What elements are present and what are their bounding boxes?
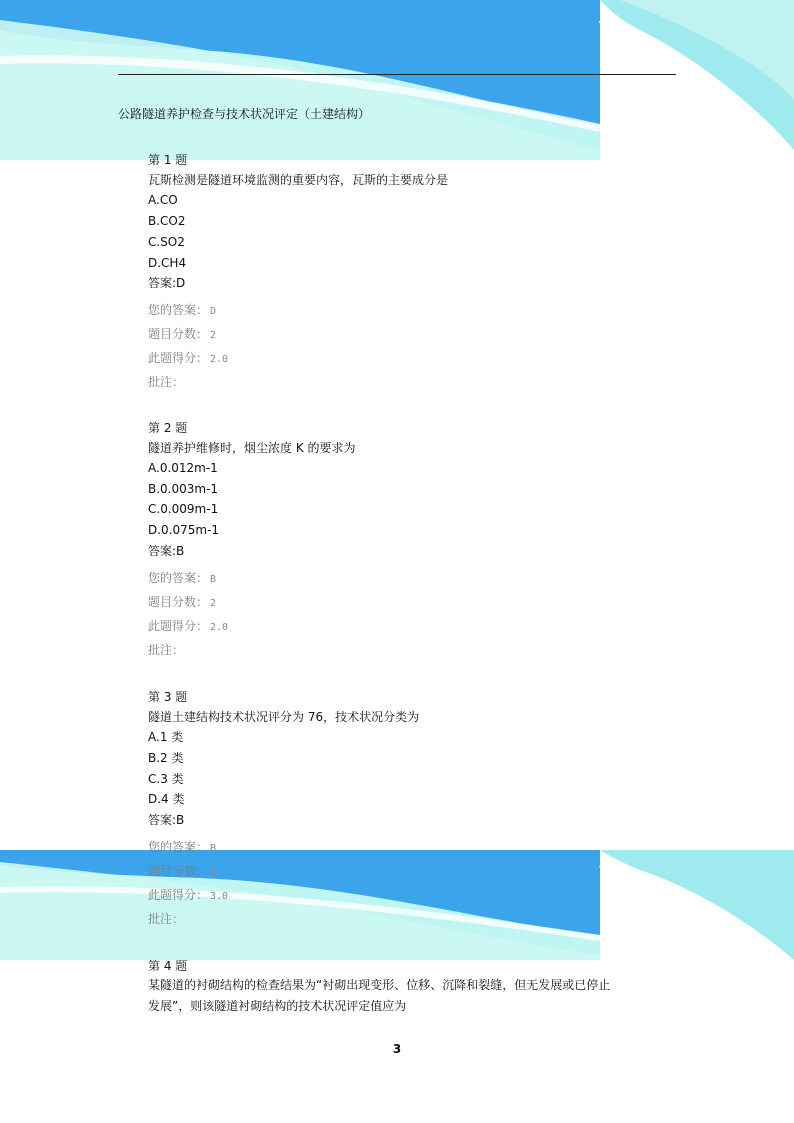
option-b: B.CO2 [148, 214, 186, 228]
option-d: D.0.075m-1 [148, 523, 220, 537]
option-a: A.1 类 [148, 730, 184, 744]
score-total-value: 2 [210, 598, 217, 609]
score-total-value: 2 [210, 330, 217, 341]
comment-row: 批注： [148, 643, 185, 657]
your-answer-label: 您的答案： [148, 840, 209, 854]
your-answer-row [148, 839, 216, 857]
question-stem: 瓦斯检测是隧道环境监测的重要内容，瓦斯的主要成分是 [148, 173, 449, 187]
option-c: C.3 类 [148, 772, 184, 786]
score-total-row [148, 326, 216, 344]
score-total-row [148, 594, 216, 612]
comment-row: 批注： [148, 375, 185, 389]
question-stem-line-1: 某隧道的衬砌结构的检查结果为“衬砌出现变形、位移、沉降和裂缝，但无发展或已停止 [148, 978, 611, 992]
option-b: B.2 类 [148, 751, 184, 765]
background-swoosh-top [0, 0, 794, 260]
page-number: 3 [392, 1042, 402, 1056]
option-c: C.SO2 [148, 235, 185, 249]
option-d: D.CH4 [148, 256, 187, 270]
score-total-label: 题目分数： [148, 595, 209, 609]
correct-answer: 答案:B [148, 813, 185, 827]
score-total-value: 3 [210, 867, 217, 878]
your-answer-row [148, 570, 216, 588]
your-answer-value: B [210, 574, 217, 585]
your-answer-value: D [210, 306, 217, 317]
score-total-row [148, 863, 216, 881]
option-b: B.0.003m-1 [148, 482, 219, 496]
correct-answer: 答案:B [148, 544, 185, 558]
score-got-value: 2.0 [210, 354, 229, 365]
option-d: D.4 类 [148, 792, 185, 806]
your-answer-value: B [210, 843, 217, 854]
question-header: 第 4 题 [148, 959, 188, 973]
score-got-value: 2.0 [210, 622, 229, 633]
your-answer-row [148, 302, 216, 320]
option-a: A.0.012m-1 [148, 461, 218, 475]
score-got-row [148, 350, 228, 368]
score-total-label: 题目分数： [148, 864, 209, 878]
score-got-row [148, 887, 228, 905]
question-stem-line-2: 发展”，则该隧道衬砌结构的技术状况评定值应为 [148, 999, 407, 1013]
document-title: 公路隧道养护检查与技术状况评定（土建结构） [118, 107, 371, 121]
question-header: 第 3 题 [148, 690, 188, 704]
score-got-row [148, 618, 228, 636]
score-got-label: 此题得分： [148, 888, 209, 902]
your-answer-label: 您的答案： [148, 303, 209, 317]
option-c: C.0.009m-1 [148, 502, 219, 516]
question-header: 第 1 题 [148, 153, 188, 167]
score-got-label: 此题得分： [148, 351, 209, 365]
comment-row: 批注： [148, 912, 185, 926]
your-answer-label: 您的答案： [148, 571, 209, 585]
score-got-value: 3.0 [210, 891, 229, 902]
option-a: A.CO [148, 193, 178, 207]
correct-answer: 答案:D [148, 276, 186, 290]
question-header: 第 2 题 [148, 421, 188, 435]
question-stem: 隧道土建结构技术状况评分为 76，技术状况分类为 [148, 710, 420, 724]
question-stem: 隧道养护维修时，烟尘浓度 K 的要求为 [148, 441, 356, 455]
header-rule [118, 74, 676, 75]
score-total-label: 题目分数： [148, 327, 209, 341]
score-got-label: 此题得分： [148, 619, 209, 633]
